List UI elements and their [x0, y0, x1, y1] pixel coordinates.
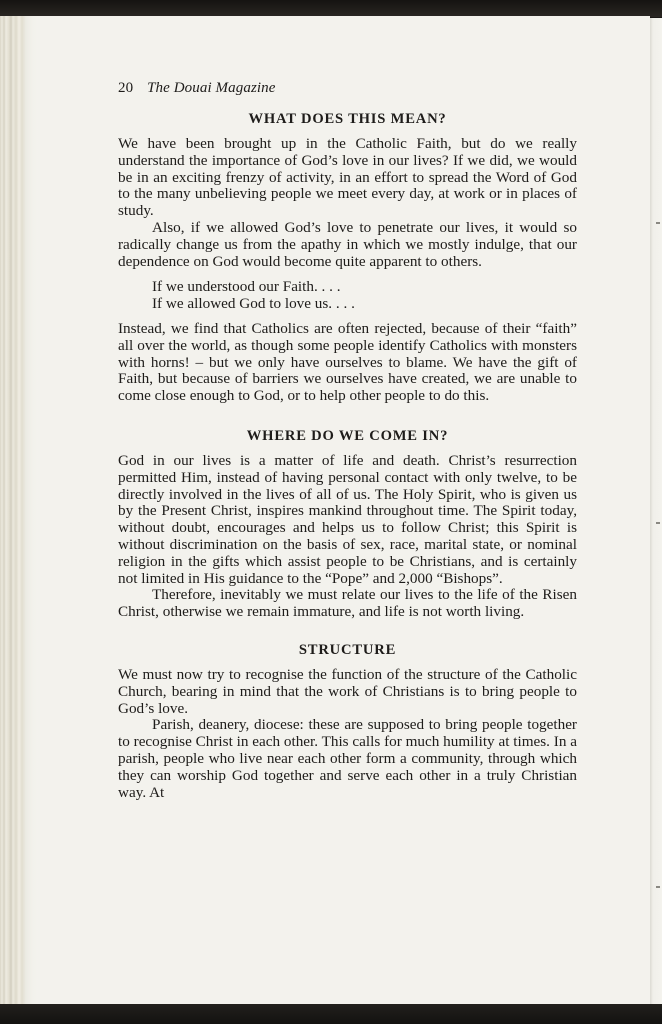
- section-where-do-we-come-in: [118, 427, 577, 621]
- body-paragraph: Parish, deanery, diocese: these are supposed to bring people together to recognise Christ in each other. This calls for much humility at times. In a parish, people who live near each other form a community, through which they can worship God together and serve each other in a truly Christian way. At: [118, 716, 577, 801]
- book-page-edges: [0, 16, 40, 1006]
- section-structure: [118, 641, 577, 801]
- verse-line: If we allowed God to love us. . . .: [152, 295, 355, 313]
- body-paragraph: Also, if we allowed God’s love to penetrate our lives, it would so radically change us from the apathy in which we mostly indulge, that our dependence on God would become quite apparent to others.: [118, 218, 577, 270]
- verse-block: [152, 279, 577, 313]
- body-paragraph: Therefore, inevitably we must relate our lives to the life of the Risen Christ, otherwise we remain immature, and life is not worth living.: [118, 586, 577, 621]
- running-head: [118, 78, 577, 98]
- verse-line: If we understood our Faith. . . .: [152, 278, 341, 296]
- body-paragraph: God in our lives is a matter of life and death. Christ’s resurrection permitted Him, instead of having personal contact with only twelve, to be directly involved in the lives of all of us. The Holy Spirit, who is given us by the Present Christ, inspires mankind throughout time. The Spirit today, without doubt, encourages and helps us to follow Christ; this Spirit is without discrimination on the basis of sex, race, marital state, or nominal religion in the gifts which assist people to be Christians, and is certainly not limited in His guidance to the “Pope” and 2,000 “Bishops”.: [118, 451, 577, 587]
- page-content: [118, 78, 577, 801]
- body-paragraph: We have been brought up in the Catholic Faith, but do we really understand the importance of God’s love in our lives? If we did, we would be in an exciting frenzy of activity, in an effort to spread the Word of God to the many unbelieving people we meet every day, at work or in places of study.: [118, 135, 577, 220]
- margin-mark: [656, 222, 660, 224]
- scan-background-top: [0, 0, 662, 17]
- publication-title: The Douai Magazine: [147, 80, 276, 96]
- body-paragraph: We must now try to recognise the function of the structure of the Catholic Church, bearing in mind that the work of Christians is to bring people to God’s love.: [118, 665, 577, 717]
- body-paragraph: Instead, we find that Catholics are often rejected, because of their “faith” all over the world, as though some people identify Catholics with monsters with horns! – but we only have ourselves to blame. We have the gift of Faith, but because of barriers we ourselves have created, we are unable to come close enough to God, or to help other people to do this.: [118, 319, 577, 405]
- page-number: 20: [118, 80, 134, 96]
- page-fold-edge: [650, 18, 662, 1004]
- section-what-does-this-mean: [118, 110, 577, 405]
- margin-mark: [656, 522, 660, 524]
- section-heading: STRUCTURE: [298, 641, 397, 658]
- scan-background-bottom: [0, 1004, 662, 1024]
- section-heading: WHERE DO WE COME IN?: [246, 427, 449, 444]
- section-heading: WHAT DOES THIS MEAN?: [248, 111, 447, 127]
- margin-mark: [656, 886, 660, 888]
